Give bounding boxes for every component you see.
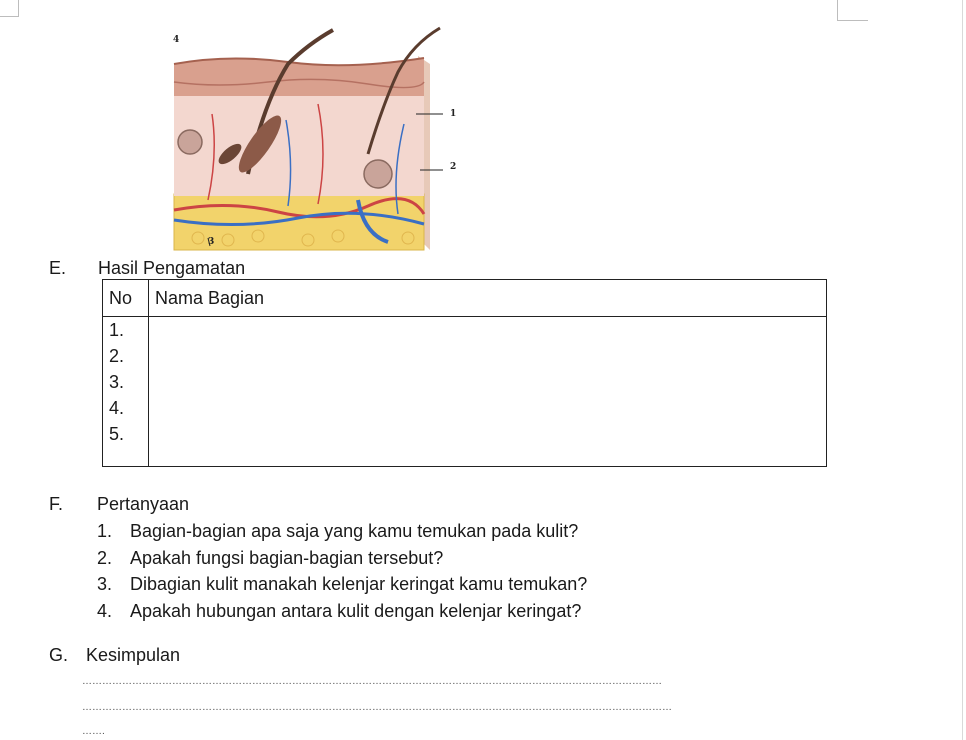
observation-table [102,279,827,467]
skin-cross-section-figure [168,24,484,258]
section-e-letter: E. [49,258,67,278]
header-no: No [103,280,149,317]
crop-mark-top-left [0,0,19,17]
skin-diagram-illustration [168,24,484,258]
question-text: Apakah fungsi bagian-bagian tersebut? [130,547,444,568]
answer-dotted-line[interactable]: ………………………………………………………………………………………………………………………………………………………… [82,676,662,687]
row-number: 5. [109,424,125,444]
question-text: Apakah hubungan antara kulit dengan kelenjar keringat? [130,600,582,621]
list-item [97,545,587,572]
question-text: Dibagian kulit manakah kelenjar keringat kamu temukan? [130,574,588,594]
question-text: Bagian-bagian apa saja yang kamu temukan pada kulit? [130,521,579,541]
answer-dotted-line[interactable]: ……. [82,726,105,737]
figure-label-3: 3 [208,237,215,247]
header-nama-bagian: Nama Bagian [149,280,827,317]
answer-dotted-line[interactable]: …………………………………………………………………………………………………………………………………………………………… [82,702,672,713]
question-number: 3. [97,574,113,594]
question-number: 4. [97,600,113,621]
answer-cell[interactable] [149,317,827,467]
section-g-title: Kesimpulan [86,645,181,665]
section-f-title: Pertanyaan [97,494,190,514]
section-f-letter: F. [49,494,64,514]
page-edge [962,0,963,740]
figure-label-2: 2 [450,162,457,172]
question-number: 2. [97,547,113,568]
figure-label-4: 4 [173,35,180,45]
section-e-title: Hasil Pengamatan [98,258,246,278]
list-item [97,571,587,598]
number-cell [103,317,149,467]
figure-label-1: 1 [450,109,457,119]
list-item [97,598,587,625]
section-g-letter: G. [49,645,69,665]
question-number: 1. [97,521,113,541]
question-list [97,518,587,624]
table-header-row [103,280,827,317]
row-number: 2. [109,346,125,366]
row-number: 3. [109,372,125,392]
row-number: 4. [109,398,125,418]
list-item [97,518,587,545]
table-row [103,317,827,467]
crop-mark-top-right [837,0,868,21]
row-number: 1. [109,320,125,340]
